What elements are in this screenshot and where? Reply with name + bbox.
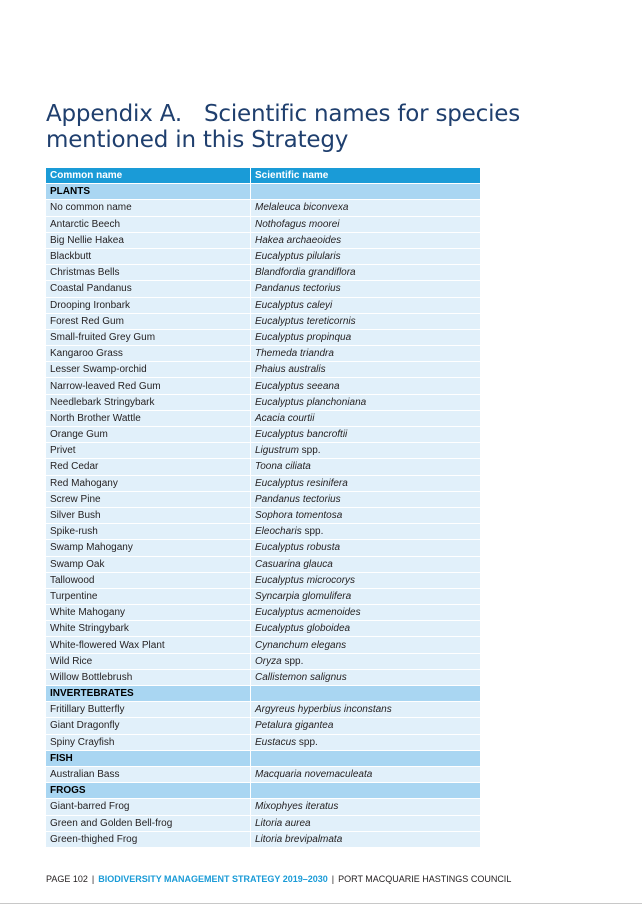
table-row	[46, 831, 481, 847]
table-row	[46, 734, 481, 750]
scientific-name-suffix: spp.	[298, 445, 321, 457]
table-row	[46, 459, 481, 475]
table-row	[46, 362, 481, 378]
scientific-name-cell	[251, 507, 481, 523]
scientific-name-suffix: spp.	[281, 655, 304, 667]
section-row	[46, 750, 481, 766]
scientific-name-cell	[251, 815, 481, 831]
scientific-name-cell	[251, 329, 481, 345]
scientific-name-cell	[251, 216, 481, 232]
common-name-cell: Silver Bush	[46, 507, 251, 523]
table-row	[46, 766, 481, 782]
common-name-cell: Kangaroo Grass	[46, 346, 251, 362]
scientific-name-italic: Eucalyptus planchoniana	[255, 396, 367, 408]
scientific-name-cell	[251, 653, 481, 669]
scientific-name-cell	[251, 766, 481, 782]
scientific-name-cell	[251, 734, 481, 750]
scientific-name-suffix: spp.	[296, 736, 318, 748]
common-name-cell: Willow Bottlebrush	[46, 669, 251, 685]
table-row	[46, 232, 481, 248]
scientific-name-cell	[251, 248, 481, 264]
scientific-name-italic: Eucalyptus caleyi	[255, 299, 333, 311]
table-row	[46, 491, 481, 507]
section-empty-cell	[251, 750, 481, 766]
scientific-name-cell	[251, 378, 481, 394]
section-row	[46, 783, 481, 799]
table-row	[46, 572, 481, 588]
scientific-name-italic: Argyreus hyperbius inconstans	[255, 704, 392, 716]
scientific-name-italic: Eustacus	[255, 736, 297, 748]
common-name-cell: Giant-barred Frog	[46, 799, 251, 815]
table-row	[46, 669, 481, 685]
scientific-name-italic: Pandanus tectorius	[255, 283, 341, 295]
scientific-name-italic: Melaleuca biconvexa	[255, 202, 349, 214]
scientific-name-cell	[251, 232, 481, 248]
scientific-name-cell	[251, 524, 481, 540]
table-row	[46, 815, 481, 831]
scientific-name-italic: Macquaria novemaculeata	[255, 769, 373, 781]
table-row	[46, 248, 481, 264]
scientific-name-italic: Toona ciliata	[255, 461, 311, 473]
common-name-cell: Narrow-leaved Red Gum	[46, 378, 251, 394]
scientific-name-italic: Eleocharis	[255, 526, 302, 538]
scientific-name-italic: Mixophyes iteratus	[255, 801, 339, 813]
scientific-name-italic: Phaius australis	[255, 364, 326, 376]
scientific-name-italic: Ligustrum	[255, 445, 299, 457]
scientific-name-cell	[251, 427, 481, 443]
common-name-cell: Small-fruited Grey Gum	[46, 329, 251, 345]
common-name-cell: Coastal Pandanus	[46, 281, 251, 297]
common-name-cell: Giant Dragonfly	[46, 718, 251, 734]
species-table-header	[46, 168, 481, 184]
scientific-name-cell	[251, 265, 481, 281]
common-name-cell: Tallowood	[46, 572, 251, 588]
section-label: FISH	[46, 750, 251, 766]
scientific-name-italic: Blandfordia grandiflora	[255, 267, 356, 279]
table-row	[46, 313, 481, 329]
section-empty-cell	[251, 686, 481, 702]
table-row	[46, 394, 481, 410]
header-common-name: Common name	[46, 168, 251, 184]
scientific-name-italic: Syncarpia glomulifera	[255, 590, 352, 602]
scientific-name-italic: Eucalyptus globoidea	[255, 623, 351, 635]
scientific-name-suffix: spp.	[301, 526, 324, 538]
page-number: PAGE 102	[46, 874, 88, 884]
scientific-name-italic: Cynanchum elegans	[255, 639, 347, 651]
scientific-name-cell	[251, 718, 481, 734]
scientific-name-cell	[251, 475, 481, 491]
scientific-name-cell	[251, 410, 481, 426]
table-row	[46, 799, 481, 815]
table-row	[46, 443, 481, 459]
common-name-cell: Spiny Crayfish	[46, 734, 251, 750]
table-row	[46, 556, 481, 572]
common-name-cell: No common name	[46, 200, 251, 216]
scientific-name-cell	[251, 588, 481, 604]
scientific-name-cell	[251, 459, 481, 475]
scientific-name-italic: Themeda triandra	[255, 348, 334, 360]
scientific-name-italic: Oryza	[255, 655, 282, 667]
scientific-name-cell	[251, 313, 481, 329]
scientific-name-cell	[251, 394, 481, 410]
common-name-cell: Australian Bass	[46, 766, 251, 782]
common-name-cell: Spike-rush	[46, 524, 251, 540]
table-row	[46, 378, 481, 394]
header-scientific-name: Scientific name	[251, 168, 481, 184]
scientific-name-italic: Acacia courtii	[255, 412, 315, 424]
species-table-body	[46, 184, 481, 848]
common-name-cell: Wild Rice	[46, 653, 251, 669]
table-row	[46, 718, 481, 734]
scientific-name-italic: Nothofagus moorei	[255, 218, 340, 230]
scientific-name-italic: Eucalyptus tereticornis	[255, 315, 356, 327]
scientific-name-cell	[251, 556, 481, 572]
table-row	[46, 427, 481, 443]
common-name-cell: Big Nellie Hakea	[46, 232, 251, 248]
scientific-name-italic: Callistemon salignus	[255, 671, 347, 683]
scientific-name-cell	[251, 443, 481, 459]
common-name-cell: Red Mahogany	[46, 475, 251, 491]
common-name-cell: Turpentine	[46, 588, 251, 604]
section-row	[46, 686, 481, 702]
common-name-cell: Needlebark Stringybark	[46, 394, 251, 410]
table-row	[46, 540, 481, 556]
common-name-cell: White-flowered Wax Plant	[46, 637, 251, 653]
scientific-name-italic: Hakea archaeoides	[255, 234, 342, 246]
table-row	[46, 410, 481, 426]
common-name-cell: Lesser Swamp-orchid	[46, 362, 251, 378]
scientific-name-cell	[251, 362, 481, 378]
table-row	[46, 297, 481, 313]
page-title	[46, 101, 606, 153]
scientific-name-italic: Eucalyptus acmenoides	[255, 607, 361, 619]
table-row	[46, 621, 481, 637]
common-name-cell: Fritillary Butterfly	[46, 702, 251, 718]
table-row	[46, 475, 481, 491]
scientific-name-italic: Eucalyptus seeana	[255, 380, 340, 392]
common-name-cell: Green and Golden Bell-frog	[46, 815, 251, 831]
table-row	[46, 653, 481, 669]
scientific-name-italic: Eucalyptus microcorys	[255, 574, 356, 586]
bottom-divider	[0, 903, 642, 904]
footer-separator: |	[331, 874, 335, 884]
footer-strategy-title: BIODIVERSITY MANAGEMENT STRATEGY 2019–2030	[98, 874, 328, 884]
scientific-name-italic: Eucalyptus bancroftii	[255, 429, 348, 441]
common-name-cell: Swamp Mahogany	[46, 540, 251, 556]
scientific-name-italic: Pandanus tectorius	[255, 493, 341, 505]
section-label: FROGS	[46, 783, 251, 799]
common-name-cell: Screw Pine	[46, 491, 251, 507]
common-name-cell: Orange Gum	[46, 427, 251, 443]
section-row	[46, 184, 481, 200]
species-table	[45, 167, 481, 848]
scientific-name-italic: Petalura gigantea	[255, 720, 334, 732]
section-empty-cell	[251, 184, 481, 200]
common-name-cell: Privet	[46, 443, 251, 459]
scientific-name-italic: Sophora tomentosa	[255, 510, 343, 522]
footer-council-name: PORT MACQUARIE HASTINGS COUNCIL	[338, 874, 512, 884]
table-row	[46, 265, 481, 281]
common-name-cell: Blackbutt	[46, 248, 251, 264]
table-row	[46, 200, 481, 216]
scientific-name-italic: Casuarina glauca	[255, 558, 333, 570]
scientific-name-cell	[251, 281, 481, 297]
table-row	[46, 702, 481, 718]
common-name-cell: Forest Red Gum	[46, 313, 251, 329]
common-name-cell: Drooping Ironbark	[46, 297, 251, 313]
header-row	[46, 168, 481, 184]
common-name-cell: Red Cedar	[46, 459, 251, 475]
scientific-name-cell	[251, 200, 481, 216]
page-footer	[46, 874, 606, 884]
scientific-name-cell	[251, 540, 481, 556]
scientific-name-italic: Litoria brevipalmata	[255, 833, 343, 845]
scientific-name-cell	[251, 605, 481, 621]
common-name-cell: Green-thighed Frog	[46, 831, 251, 847]
table-row	[46, 605, 481, 621]
scientific-name-italic: Eucalyptus propinqua	[255, 331, 352, 343]
scientific-name-cell	[251, 831, 481, 847]
scientific-name-italic: Eucalyptus resinifera	[255, 477, 348, 489]
appendix-title-text: Scientific names for species mentioned in this Strategy	[46, 101, 520, 153]
scientific-name-cell	[251, 621, 481, 637]
section-label: INVERTEBRATES	[46, 686, 251, 702]
footer-separator: |	[91, 874, 95, 884]
scientific-name-italic: Eucalyptus pilularis	[255, 251, 341, 263]
section-label: PLANTS	[46, 184, 251, 200]
common-name-cell: Swamp Oak	[46, 556, 251, 572]
common-name-cell: Christmas Bells	[46, 265, 251, 281]
table-row	[46, 637, 481, 653]
table-row	[46, 507, 481, 523]
scientific-name-cell	[251, 297, 481, 313]
table-row	[46, 216, 481, 232]
section-empty-cell	[251, 783, 481, 799]
scientific-name-cell	[251, 637, 481, 653]
table-row	[46, 524, 481, 540]
table-row	[46, 329, 481, 345]
scientific-name-cell	[251, 799, 481, 815]
common-name-cell: White Stringybark	[46, 621, 251, 637]
scientific-name-cell	[251, 702, 481, 718]
table-row	[46, 346, 481, 362]
scientific-name-italic: Litoria aurea	[255, 817, 311, 829]
common-name-cell: North Brother Wattle	[46, 410, 251, 426]
scientific-name-cell	[251, 491, 481, 507]
table-row	[46, 588, 481, 604]
common-name-cell: Antarctic Beech	[46, 216, 251, 232]
common-name-cell: White Mahogany	[46, 605, 251, 621]
scientific-name-cell	[251, 669, 481, 685]
scientific-name-cell	[251, 572, 481, 588]
appendix-number: Appendix A.	[46, 101, 183, 127]
scientific-name-cell	[251, 346, 481, 362]
table-row	[46, 281, 481, 297]
scientific-name-italic: Eucalyptus robusta	[255, 542, 341, 554]
